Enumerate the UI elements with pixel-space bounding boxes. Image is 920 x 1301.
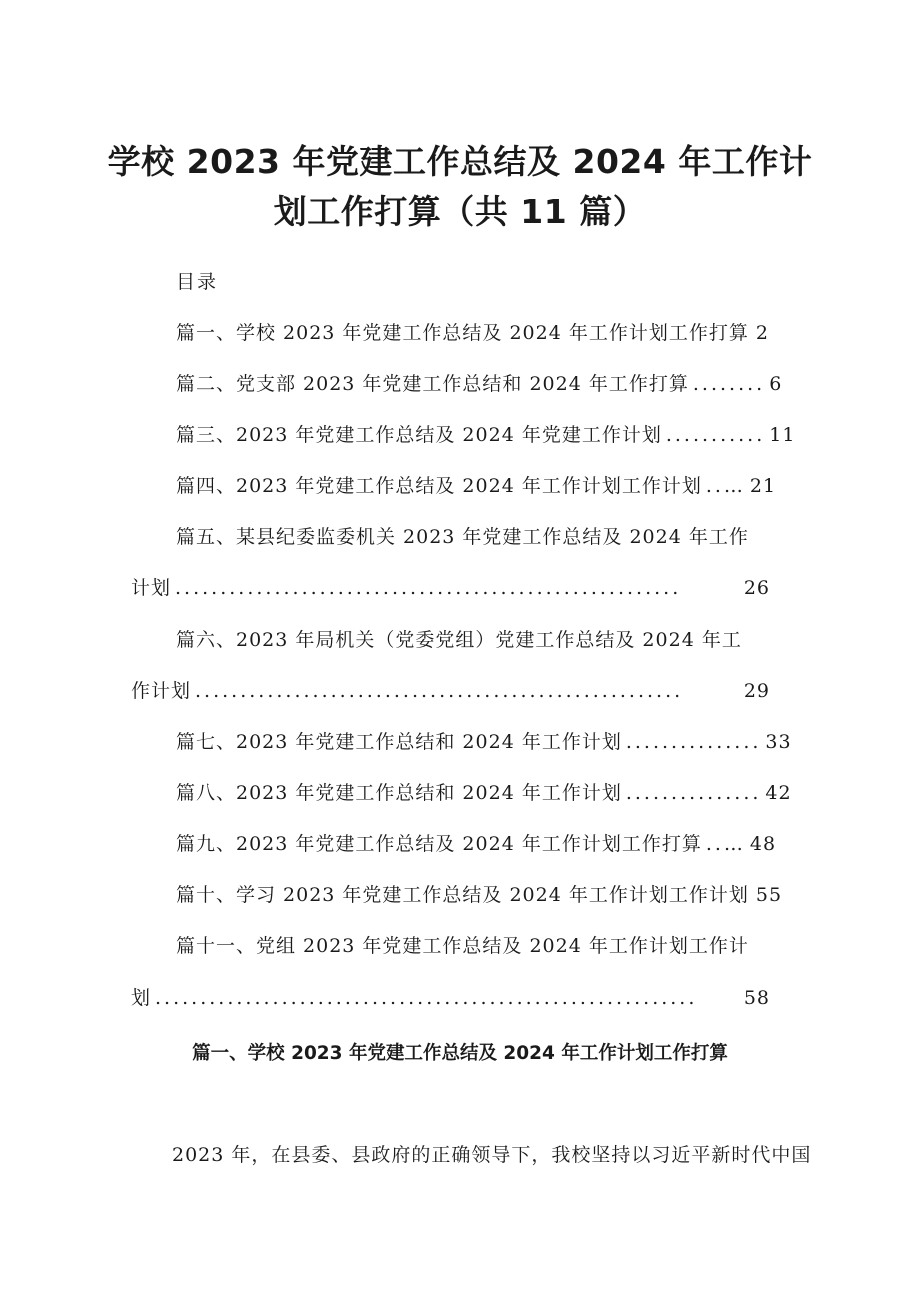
toc-leader-dots: ........................................................ [175,577,682,599]
toc-entry-text: 篇二、党支部 2023 年党建工作总结和 2024 年工作打算 [176,373,689,395]
toc-label: 目录 [176,271,219,293]
toc-entry-7[interactable] [176,729,792,755]
toc-page-number: 33 [765,731,792,753]
toc-entry-continuation-text: 作计划 [131,680,192,702]
toc-entry-text: 篇九、2023 年党建工作总结及 2024 年工作计划工作打算 [176,833,702,855]
toc-leader-dots: ..… [705,475,746,497]
toc-entry-text: 篇一、学校 2023 年党建工作总结及 2024 年工作计划工作打算 2 [176,322,769,344]
toc-entry-text: 篇五、某县纪委监委机关 2023 年党建工作总结及 2024 年工作 [176,526,749,548]
toc-entry-continuation-text: 划 [131,987,152,1009]
toc-leader-dots: ...................................................... [195,680,684,702]
toc-entry-3[interactable] [176,422,796,448]
toc-entry-continuation-text: 计划 [131,577,172,599]
toc-page-number: 29 [743,680,770,702]
toc-entry-text: 篇八、2023 年党建工作总结和 2024 年工作计划 [176,782,622,804]
toc-entry-text: 篇六、2023 年局机关（党委党组）党建工作总结及 2024 年工 [176,629,742,651]
toc-page-number: 48 [749,833,777,855]
toc-entry-text: 篇十一、党组 2023 年党建工作总结及 2024 年工作计划工作计 [176,935,749,957]
toc-entry-4[interactable] [176,473,777,499]
toc-entry-10[interactable] [176,882,783,908]
toc-entry-11-continuation[interactable] [131,985,770,1011]
toc-leader-dots: ............... [625,731,762,753]
toc-entry-1[interactable] [176,320,770,346]
toc-page-number: 58 [743,987,770,1009]
toc-leader-dots: ........ [692,373,766,395]
toc-leader-dots: ............................................................ [155,987,698,1009]
toc-entry-5[interactable] [176,524,770,550]
toc-leader-dots: ..… [705,833,746,855]
toc-entry-2[interactable] [176,371,783,397]
toc-leader-dots: ........... [665,424,766,446]
toc-entry-6-continuation[interactable] [131,678,770,704]
section-heading: 篇一、学校 2023 年党建工作总结及 2024 年工作计划工作打算 [192,1043,728,1064]
document-title-line-1: 学校 2023 年党建工作总结及 2024 年工作计 [107,142,813,181]
toc-entry-text: 篇七、2023 年党建工作总结和 2024 年工作计划 [176,731,622,753]
toc-entry-text: 篇四、2023 年党建工作总结及 2024 年工作计划工作计划 [176,475,702,497]
toc-page-number: 42 [765,782,792,804]
document-title-line-2: 划工作打算（共 11 篇） [273,192,647,231]
toc-page-number: 6 [769,373,783,395]
toc-entry-8[interactable] [176,780,792,806]
toc-page-number: 26 [743,577,770,599]
toc-entry-9[interactable] [176,831,777,857]
toc-page-number: 21 [749,475,777,497]
toc-entry-5-continuation[interactable] [131,575,770,601]
toc-entry-text: 篇十、学习 2023 年党建工作总结及 2024 年工作计划工作计划 55 [176,884,783,906]
toc-page-number: 11 [769,424,796,446]
toc-leader-dots: ............... [625,782,762,804]
toc-entry-6[interactable] [176,627,770,653]
body-paragraph-first-line: 2023 年，在县委、县政府的正确领导下，我校坚持以习近平新时代中国 [172,1144,812,1166]
toc-entry-text: 篇三、2023 年党建工作总结及 2024 年党建工作计划 [176,424,662,446]
toc-entry-11[interactable] [176,933,770,959]
